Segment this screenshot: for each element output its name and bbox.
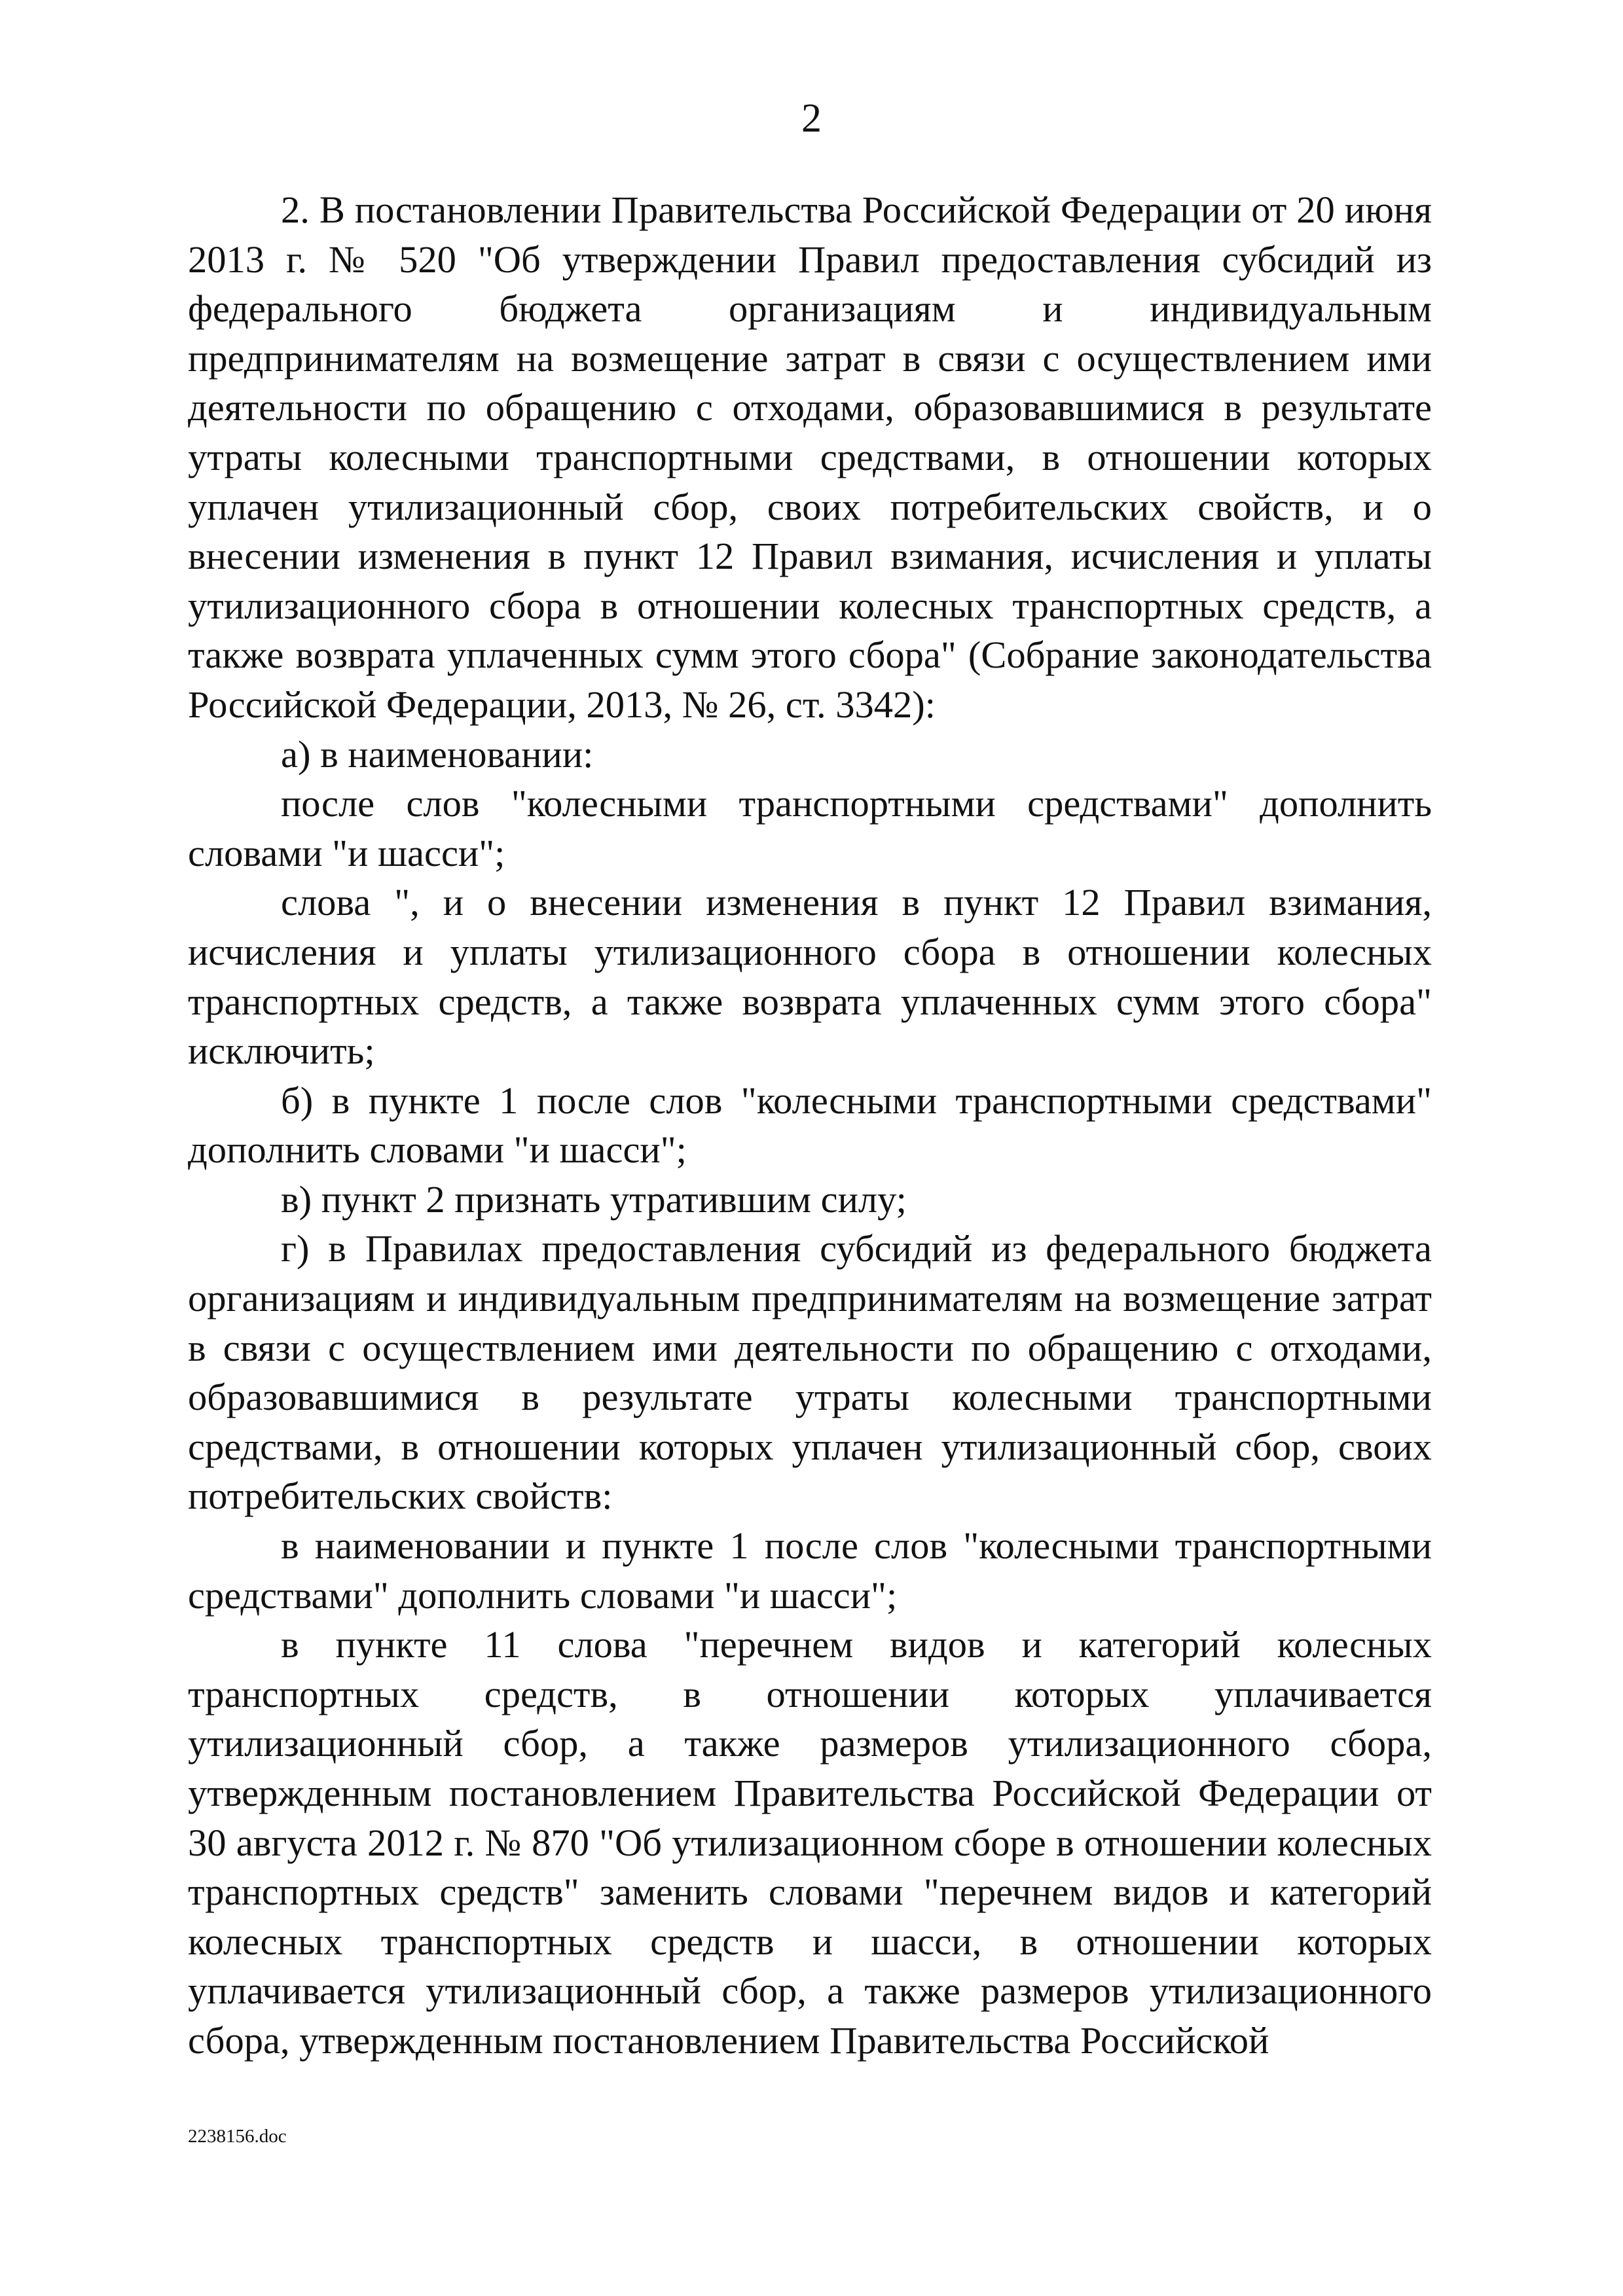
document-body [188, 185, 1432, 2066]
paragraph-g: г) в Правилах предоставления субсидий из федерального бюджета организациям и индивидуальным предпринимателям на возмещение затрат в связи с осуществлением ими деятельности по обращению с отходами, образовавшимися в результате утраты колесными транспортными средствами, в отношении которых уплачен утилизационный сбор, своих потребительских свойств: [188, 1227, 1432, 1518]
paragraph-b: б) в пункте 1 после слов "колесными транспортными средствами" дополнить словами "и шасси"; [188, 1079, 1432, 1172]
document-filename: 2238156.doc [188, 2126, 287, 2147]
paragraph-g-title-point-1: в наименовании и пункте 1 после слов "колесными транспортными средствами" дополнить словами "и шасси"; [188, 1524, 1432, 1617]
paragraph-a-remove-words: слова ", и о внесении изменения в пункт 12 Правил взимания, исчисления и уплаты утилизационного сбора в отношении колесных транспортных средств, а также возврата уплаченных сумм этого сбора" исключить; [188, 881, 1432, 1073]
paragraph-a-title-heading: а) в наименовании: [281, 732, 594, 776]
paragraph-v: в) пункт 2 признать утратившим силу; [281, 1177, 907, 1221]
paragraph-2-amendment-intro: 2. В постановлении Правительства Российской Федерации от 20 июня 2013 г. № 520 "Об утверждении Правил предоставления субсидий из федерального бюджета организациям и индивидуальным предпринимателям на возмещение затрат в связи с осуществлением ими деятельности по обращению с отходами, образовавшимися в результате утраты колесными транспортными средствами, в отношении которых уплачен утилизационный сбор, своих потребительских свойств, и о внесении изменения в пункт 12 Правил взимания, исчисления и уплаты утилизационного сбора в отношении колесных транспортных средств, а также возврата уплаченных сумм этого сбора" (Собрание законодательства Российской Федерации, 2013, № 26, ст. 3342): [188, 188, 1432, 726]
page-number: 2 [801, 96, 822, 141]
paragraph-a-add-words: после слов "колесными транспортными средствами" дополнить словами "и шасси"; [188, 782, 1432, 874]
paragraph-g-point-11: в пункте 11 слова "перечнем видов и категорий колесных транспортных средств, в отношении которых уплачивается утилизационный сбор, а также размеров утилизационного сбора, утвержденным постановлением Правительства Российской Федерации от 30 августа 2012 г. № 870 "Об утилизационном сборе в отношении колесных транспортных средств" заменить словами "перечнем видов и категорий колесных транспортных средств и шасси, в отношении которых уплачивается утилизационный сбор, а также размеров утилизационного сбора, утвержденным постановлением Правительства Российской [188, 1623, 1432, 2062]
